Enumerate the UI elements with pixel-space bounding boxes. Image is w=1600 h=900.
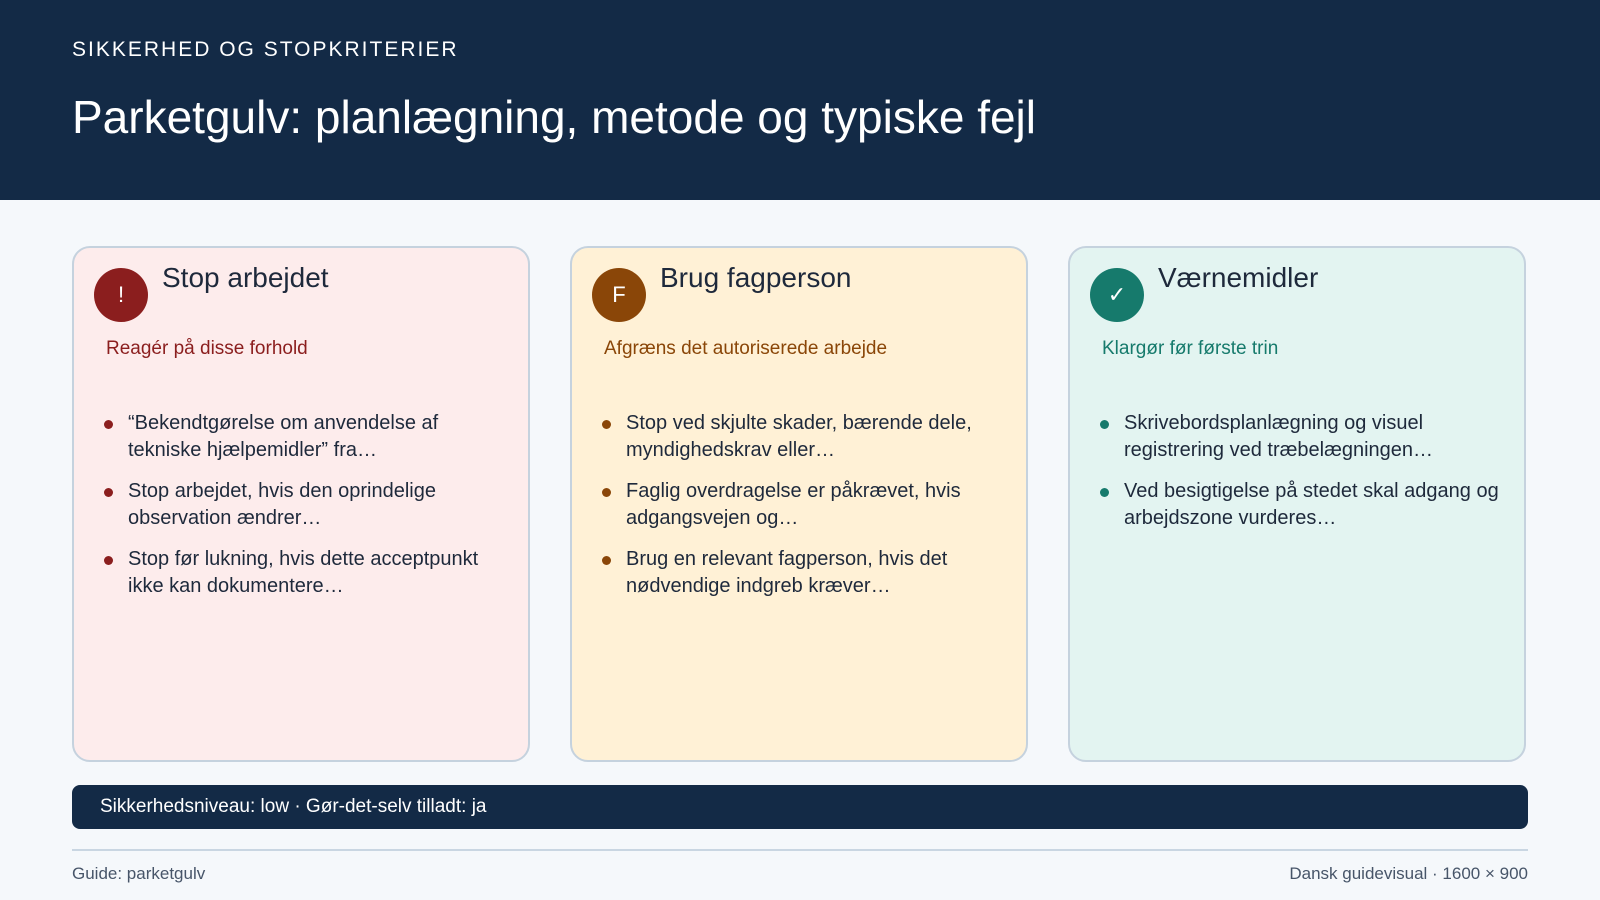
bullet-dot [1100, 420, 1109, 429]
card-subtitle: Klargør før første trin [1102, 338, 1279, 359]
bullet-dot [602, 420, 611, 429]
bullet-dot [602, 556, 611, 565]
bullet-dot [602, 488, 611, 497]
letter-f-icon: F [592, 268, 646, 322]
eyebrow-label: SIKKERHED OG STOPKRITERIER [72, 38, 459, 61]
card-protective-gear [1068, 246, 1526, 762]
list-item-text: Skrivebordsplanlægning og visuel registrering ved træbelægningen… [1124, 412, 1434, 461]
bullet-list [1100, 410, 1500, 546]
footer-guide-label: Guide: parketgulv [72, 864, 206, 883]
list-item-text: Faglig overdragelse er påkrævet, hvis adgangsvejen og… [626, 480, 961, 529]
bullet-dot [104, 556, 113, 565]
list-item-text: Stop før lukning, hvis dette acceptpunkt ikke kan dokumentere… [128, 548, 479, 597]
bullet-dot [104, 488, 113, 497]
card-title: Brug fagperson [660, 262, 852, 293]
status-bar [72, 785, 1528, 829]
footer-divider [72, 849, 1528, 851]
list-item [1100, 410, 1500, 464]
page-title: Parketgulv: planlægning, metode og typiske fejl [72, 91, 1037, 143]
bullet-list [602, 410, 1002, 614]
list-item-text: Stop arbejdet, hvis den oprindelige observation ændrer… [128, 480, 436, 529]
bullet-dot [104, 420, 113, 429]
checkmark-icon: ✓ [1090, 268, 1144, 322]
exclamation-icon: ! [94, 268, 148, 322]
header [0, 0, 1600, 200]
list-item [602, 478, 1002, 532]
list-item [104, 410, 504, 464]
list-item [602, 546, 1002, 600]
footer-meta-label: Dansk guidevisual · 1600 × 900 [1289, 864, 1528, 883]
card-professional [570, 246, 1028, 762]
list-item-text: Ved besigtigelse på stedet skal adgang og arbejdszone vurderes… [1124, 480, 1499, 529]
list-item [602, 410, 1002, 464]
list-item [104, 546, 504, 600]
list-item [104, 478, 504, 532]
card-subtitle: Reagér på disse forhold [106, 338, 308, 359]
bullet-dot [1100, 488, 1109, 497]
card-title: Værnemidler [1158, 262, 1319, 293]
status-text: Sikkerhedsniveau: low · Gør-det-selv tilladt: ja [100, 796, 487, 817]
card-stop-work [72, 246, 530, 762]
list-item-text: Brug en relevant fagperson, hvis det nødvendige indgreb kræver… [626, 548, 948, 597]
list-item [1100, 478, 1500, 532]
list-item-text: Stop ved skjulte skader, bærende dele, myndighedskrav eller… [626, 412, 972, 461]
list-item-text: “Bekendtgørelse om anvendelse af tekniske hjælpemidler” fra… [128, 412, 439, 461]
card-title: Stop arbejdet [162, 262, 329, 293]
card-subtitle: Afgræns det autoriserede arbejde [604, 338, 888, 359]
bullet-list [104, 410, 504, 614]
